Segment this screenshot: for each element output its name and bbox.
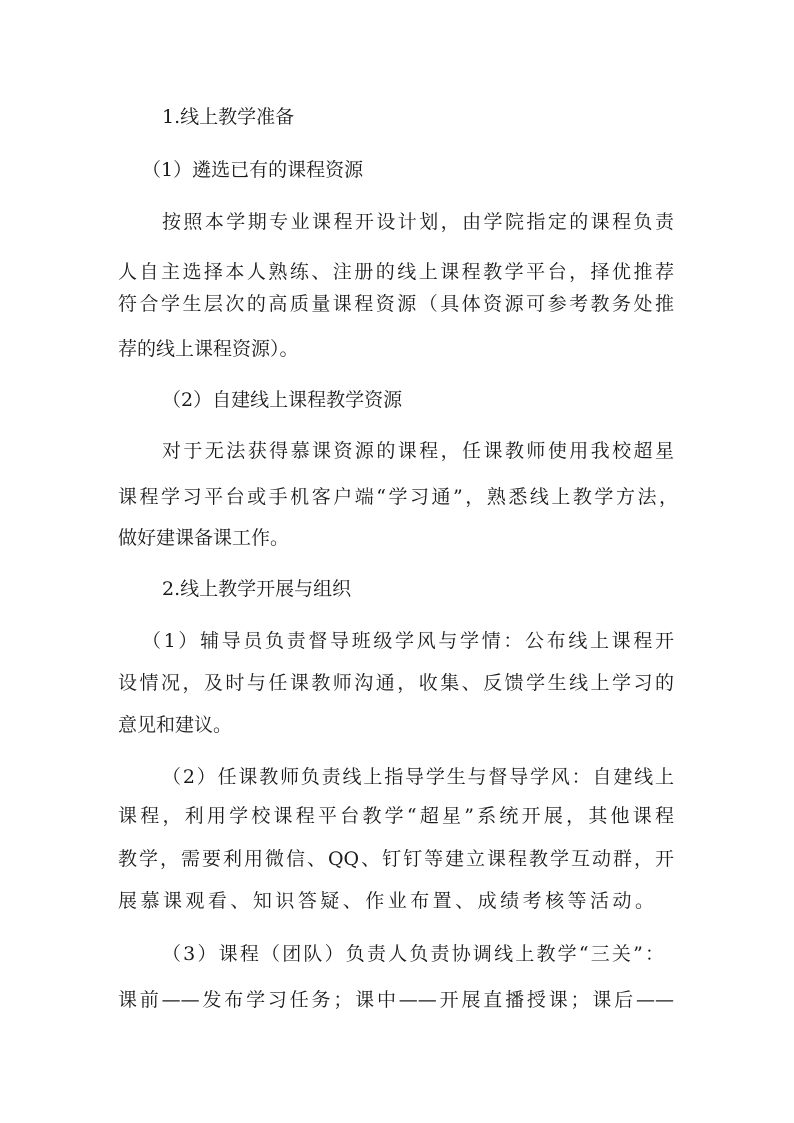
heading-online-teaching-organization: 2.线上教学开展与组织 [162,578,352,600]
paragraph-line: 人自主选择本人熟练、注册的线上课程教学平台，择优推荐 [118,261,674,283]
paragraph-line: 做好建课备课工作。 [118,527,290,549]
paragraph-line: 按照本学期专业课程开设计划，由学院指定的课程负责 [162,211,674,233]
heading-online-teaching-preparation: 1.线上教学准备 [162,106,295,128]
paragraph-line: 课程，利用学校课程平台教学“超星”系统开展，其他课程 [118,805,674,827]
paragraph-line: 课程学习平台或手机客户端“学习通”，熟悉线上教学方法， [118,486,678,508]
paragraph-line: 展慕课观看、知识答疑、作业布置、成绩考核等活动。 [118,890,654,912]
paragraph-line: 对于无法获得慕课资源的课程，任课教师使用我校超星 [162,440,674,462]
paragraph-line: 教学，需要利用微信、QQ、钉钉等建立课程教学互动群，开 [118,848,674,870]
subheading-self-built-resources: （2）自建线上课程教学资源 [162,389,403,411]
paragraph-line: 意见和建议。 [118,714,233,736]
paragraph-line: 课前——发布学习任务；课中——开展直播授课；课后—— [118,989,674,1011]
paragraph-line: 设情况，及时与任课教师沟通，收集、反馈学生线上学习的 [118,672,674,694]
paragraph-line: （1）辅导员负责督导班级学风与学情：公布线上课程开 [142,630,674,652]
paragraph-line: （3）课程（团队）负责人负责协调线上教学“三关”： [162,943,664,965]
paragraph-line: （2）任课教师负责线上指导学生与督导学风：自建线上 [162,766,674,788]
subheading-select-existing-resources: （1）遴选已有的课程资源 [142,159,364,181]
paragraph-line: 符合学生层次的高质量课程资源（具体资源可参考教务处推 [118,293,674,315]
paragraph-line: 荐的线上课程资源）。 [118,338,299,360]
